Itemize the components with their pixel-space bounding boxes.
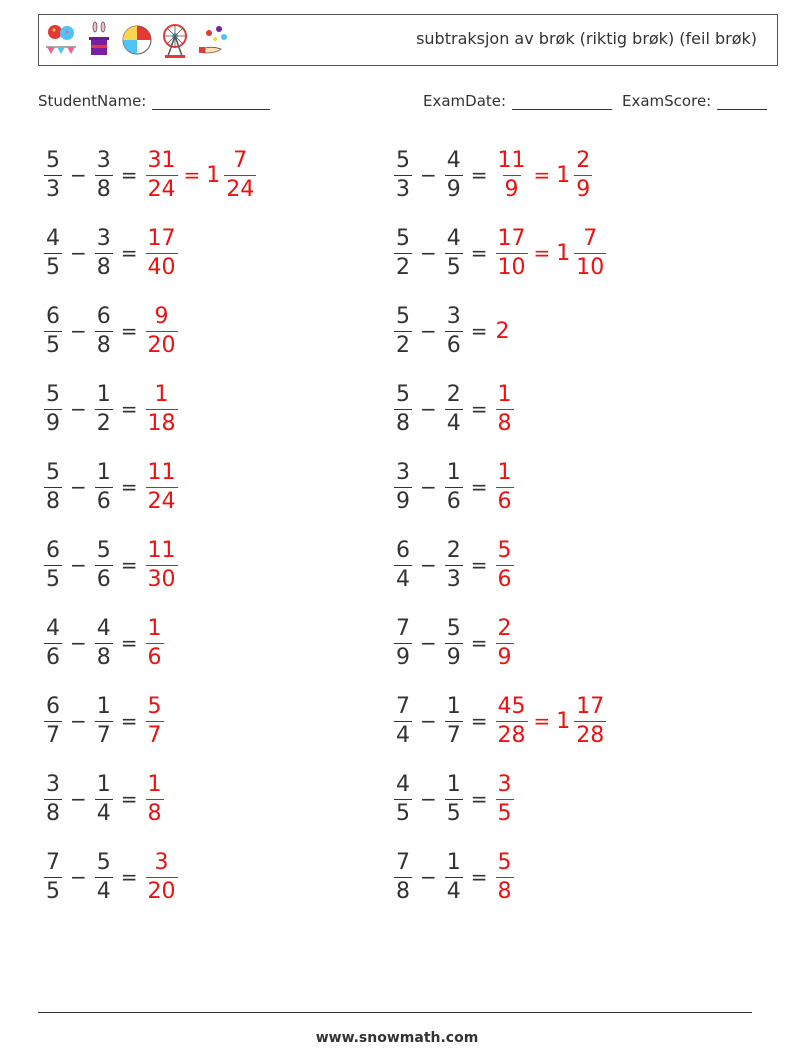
mixed-fraction	[574, 147, 592, 202]
subtrahend-fraction-numerator: 3	[96, 225, 111, 251]
answer	[496, 615, 514, 670]
problem-item	[44, 608, 164, 678]
problem-item	[394, 530, 514, 600]
minuend-fraction	[394, 225, 412, 280]
minus-sign: −	[420, 553, 437, 577]
answer	[146, 303, 178, 358]
minuend-fraction-numerator: 3	[46, 771, 60, 797]
subtrahend-fraction-denominator: 3	[446, 566, 461, 592]
answer-fraction-numerator: 5	[497, 537, 512, 563]
minuend-fraction-numerator: 5	[396, 303, 410, 329]
minuend-fraction-denominator: 5	[46, 566, 60, 592]
minuend-fraction-numerator: 6	[46, 693, 60, 719]
minus-sign: −	[70, 553, 87, 577]
answer	[146, 147, 257, 202]
subtrahend-fraction-denominator: 8	[96, 332, 111, 358]
answer	[146, 615, 164, 670]
mixed-fraction-numerator: 7	[583, 225, 598, 251]
minuend-fraction	[44, 615, 62, 670]
problem-item	[44, 686, 164, 756]
equals-sign: =	[470, 787, 488, 811]
problem-item	[44, 452, 178, 522]
minus-sign: −	[70, 397, 87, 421]
minuend-fraction-numerator: 7	[396, 693, 410, 719]
subtrahend-fraction-numerator: 4	[446, 225, 461, 251]
minuend-fraction	[394, 693, 412, 748]
subtrahend-fraction-denominator: 4	[446, 410, 461, 436]
subtrahend-fraction	[95, 771, 113, 826]
minuend-fraction-numerator: 4	[396, 771, 410, 797]
answer	[496, 319, 510, 344]
minuend-fraction	[394, 381, 412, 436]
minuend-fraction-denominator: 2	[396, 254, 410, 280]
minus-sign: −	[420, 241, 437, 265]
minuend-fraction-denominator: 8	[46, 800, 60, 826]
subtrahend-fraction-denominator: 8	[96, 644, 111, 670]
subtrahend-fraction-denominator: 6	[446, 488, 461, 514]
answer	[496, 693, 607, 748]
subtrahend-fraction-numerator: 6	[96, 303, 111, 329]
answer	[146, 381, 178, 436]
equals-sign: =	[470, 709, 488, 733]
juggling-hand-icon	[197, 21, 229, 59]
equals-sign: =	[470, 163, 488, 187]
subtrahend-fraction-numerator: 1	[96, 381, 111, 407]
answer-whole: 2	[495, 318, 510, 344]
minuend-fraction-numerator: 5	[396, 381, 410, 407]
subtrahend-fraction-denominator: 8	[96, 176, 111, 202]
equals-sign: =	[120, 397, 138, 421]
minus-sign: −	[420, 865, 437, 889]
problem-item	[44, 842, 178, 912]
answer	[146, 771, 164, 826]
subtrahend-fraction-denominator: 7	[96, 722, 111, 748]
mixed-whole: 1	[556, 240, 571, 266]
answer-fraction-denominator: 8	[147, 800, 162, 826]
answer	[146, 459, 178, 514]
minuend-fraction-denominator: 8	[46, 488, 60, 514]
answer-fraction-numerator: 1	[147, 615, 162, 641]
minuend-fraction-denominator: 3	[46, 176, 60, 202]
mixed-fraction	[574, 693, 606, 748]
equals-sign: =	[120, 865, 138, 889]
subtrahend-fraction-numerator: 5	[96, 537, 111, 563]
equals-sign: =	[470, 553, 488, 577]
header-icons	[45, 21, 229, 59]
answer	[496, 849, 514, 904]
minuend-fraction-numerator: 4	[46, 225, 60, 251]
worksheet-header	[38, 14, 778, 66]
minuend-fraction	[44, 225, 62, 280]
answer-fraction-denominator: 9	[504, 176, 519, 202]
subtrahend-fraction-numerator: 1	[446, 771, 461, 797]
answer-fraction-denominator: 24	[147, 176, 176, 202]
problem-item	[44, 296, 178, 366]
minuend-fraction-numerator: 4	[46, 615, 60, 641]
subtrahend-fraction-numerator: 5	[446, 615, 461, 641]
subtrahend-fraction-numerator: 1	[446, 459, 461, 485]
equals-sign: =	[120, 709, 138, 733]
subtrahend-fraction	[95, 537, 113, 592]
equals-sign: =	[120, 319, 138, 343]
answer-fraction-denominator: 8	[497, 410, 512, 436]
subtrahend-fraction	[445, 537, 463, 592]
footer-url: www.snowmath.com	[315, 1030, 479, 1046]
minuend-fraction-denominator: 4	[396, 722, 410, 748]
student-name-field	[38, 92, 270, 110]
answer-fraction	[146, 849, 178, 904]
minus-sign: −	[70, 787, 87, 811]
minuend-fraction	[44, 381, 62, 436]
answer	[146, 693, 164, 748]
answer-fraction	[146, 225, 178, 280]
answer-fraction-numerator: 17	[497, 225, 526, 251]
minus-sign: −	[420, 319, 437, 343]
problem-item	[394, 452, 514, 522]
equals-sign: =	[470, 865, 488, 889]
answer-fraction-numerator: 17	[147, 225, 176, 251]
answer	[496, 381, 514, 436]
answer-fraction-numerator: 11	[147, 537, 176, 563]
minuend-fraction-numerator: 5	[46, 381, 60, 407]
answer-fraction-denominator: 30	[147, 566, 176, 592]
minuend-fraction-denominator: 7	[46, 722, 60, 748]
student-name-label: StudentName:	[38, 92, 147, 110]
footer-divider	[38, 1012, 752, 1013]
exam-date-field	[423, 92, 612, 110]
problem-item	[44, 218, 178, 288]
subtrahend-fraction	[445, 147, 463, 202]
minuend-fraction	[394, 615, 412, 670]
minus-sign: −	[420, 709, 437, 733]
mixed-fraction-denominator: 9	[576, 176, 591, 202]
minuend-fraction-numerator: 6	[46, 537, 60, 563]
minus-sign: −	[420, 475, 437, 499]
equals-sign: =	[120, 553, 138, 577]
answer	[146, 849, 178, 904]
answer-fraction-denominator: 6	[497, 488, 512, 514]
minuend-fraction	[394, 537, 412, 592]
subtrahend-fraction-denominator: 6	[96, 488, 111, 514]
subtrahend-fraction-numerator: 4	[96, 615, 111, 641]
minuend-fraction-numerator: 5	[396, 225, 410, 251]
answer-fraction	[146, 693, 164, 748]
subtrahend-fraction	[445, 459, 463, 514]
magic-hat-rabbit-icon	[83, 21, 115, 59]
subtrahend-fraction-numerator: 3	[96, 147, 111, 173]
minuend-fraction	[44, 849, 62, 904]
answer-fraction-denominator: 6	[497, 566, 512, 592]
answer-fraction-denominator: 9	[497, 644, 512, 670]
mixed-fraction-numerator: 17	[576, 693, 605, 719]
problem-item	[394, 686, 606, 756]
minus-sign: −	[70, 475, 87, 499]
answer-fraction	[146, 147, 178, 202]
minuend-fraction-denominator: 2	[396, 332, 410, 358]
answer-fraction-denominator: 28	[497, 722, 526, 748]
subtrahend-fraction	[95, 147, 113, 202]
answer-fraction-denominator: 6	[147, 644, 162, 670]
minuend-fraction-denominator: 4	[396, 566, 410, 592]
subtrahend-fraction-denominator: 8	[96, 254, 111, 280]
minus-sign: −	[70, 709, 87, 733]
equals-sign: =	[120, 787, 138, 811]
exam-score-blank[interactable]	[717, 93, 767, 110]
answer-fraction-numerator: 5	[497, 849, 512, 875]
answer-equals-sign: =	[533, 163, 551, 187]
student-name-blank[interactable]	[152, 93, 270, 110]
subtrahend-fraction	[445, 771, 463, 826]
minus-sign: −	[70, 163, 87, 187]
subtrahend-fraction	[445, 381, 463, 436]
equals-sign: =	[120, 163, 138, 187]
minuend-fraction-denominator: 5	[396, 800, 410, 826]
answer	[496, 147, 593, 202]
answer-fraction	[146, 771, 164, 826]
answer-fraction-denominator: 20	[147, 332, 176, 358]
subtrahend-fraction-denominator: 9	[446, 644, 461, 670]
answer-fraction-denominator: 20	[147, 878, 176, 904]
subtrahend-fraction	[445, 693, 463, 748]
minuend-fraction	[44, 537, 62, 592]
answer-fraction	[146, 303, 178, 358]
answer-fraction-numerator: 3	[497, 771, 512, 797]
answer-fraction	[146, 537, 178, 592]
problem-item	[394, 140, 592, 210]
exam-score-label: ExamScore:	[622, 92, 712, 110]
answer-fraction-numerator: 1	[147, 771, 162, 797]
equals-sign: =	[120, 475, 138, 499]
balloons-icon	[45, 21, 77, 59]
equals-sign: =	[120, 241, 138, 265]
mixed-fraction-denominator: 10	[576, 254, 605, 280]
minuend-fraction	[44, 693, 62, 748]
minus-sign: −	[420, 397, 437, 421]
minus-sign: −	[420, 787, 437, 811]
answer-fraction-denominator: 18	[147, 410, 176, 436]
problem-item	[44, 374, 178, 444]
equals-sign: =	[470, 319, 488, 343]
answer-fraction-denominator: 10	[497, 254, 526, 280]
subtrahend-fraction-denominator: 4	[96, 878, 111, 904]
answer	[146, 225, 178, 280]
answer-fraction	[496, 615, 514, 670]
minuend-fraction-numerator: 6	[46, 303, 60, 329]
minuend-fraction	[44, 771, 62, 826]
mixed-fraction-numerator: 2	[576, 147, 591, 173]
minuend-fraction-denominator: 9	[396, 644, 410, 670]
subtrahend-fraction	[445, 615, 463, 670]
subtrahend-fraction	[95, 225, 113, 280]
minus-sign: −	[70, 865, 87, 889]
subtrahend-fraction	[95, 693, 113, 748]
minus-sign: −	[70, 241, 87, 265]
answer-fraction	[146, 459, 178, 514]
mixed-whole: 1	[556, 708, 571, 734]
minuend-fraction	[394, 771, 412, 826]
minuend-fraction	[44, 147, 62, 202]
answer-fraction	[496, 771, 514, 826]
minuend-fraction-numerator: 5	[396, 147, 410, 173]
answer-fraction-denominator: 5	[497, 800, 512, 826]
answer-fraction-numerator: 11	[497, 147, 526, 173]
mixed-fraction-denominator: 28	[576, 722, 605, 748]
problem-item	[394, 296, 510, 366]
answer-fraction-numerator: 11	[147, 459, 176, 485]
equals-sign: =	[470, 397, 488, 421]
problem-item	[394, 608, 514, 678]
subtrahend-fraction	[95, 381, 113, 436]
minuend-fraction-numerator: 7	[396, 615, 410, 641]
subtrahend-fraction	[445, 225, 463, 280]
answer	[496, 459, 514, 514]
answer-fraction-numerator: 1	[497, 459, 512, 485]
subtrahend-fraction-numerator: 1	[96, 693, 111, 719]
minuend-fraction	[44, 303, 62, 358]
answer-equals-sign: =	[183, 163, 201, 187]
answer-fraction-denominator: 24	[147, 488, 176, 514]
mixed-fraction-denominator: 24	[226, 176, 255, 202]
subtrahend-fraction-numerator: 3	[446, 303, 461, 329]
equals-sign: =	[470, 241, 488, 265]
minuend-fraction-numerator: 3	[396, 459, 410, 485]
subtrahend-fraction-denominator: 2	[96, 410, 111, 436]
subtrahend-fraction-denominator: 4	[96, 800, 111, 826]
subtrahend-fraction-numerator: 1	[446, 693, 461, 719]
minuend-fraction-numerator: 7	[396, 849, 410, 875]
minuend-fraction-denominator: 8	[396, 410, 410, 436]
answer-fraction	[496, 381, 514, 436]
minuend-fraction-denominator: 3	[396, 176, 410, 202]
answer-fraction	[496, 849, 514, 904]
mixed-whole: 1	[206, 162, 221, 188]
beach-ball-icon	[121, 21, 153, 59]
minus-sign: −	[70, 631, 87, 655]
minus-sign: −	[420, 631, 437, 655]
subtrahend-fraction-numerator: 1	[96, 459, 111, 485]
answer-equals-sign: =	[533, 241, 551, 265]
problem-item	[394, 218, 606, 288]
subtrahend-fraction	[95, 459, 113, 514]
equals-sign: =	[470, 631, 488, 655]
problem-item	[44, 530, 178, 600]
answer-fraction	[496, 693, 528, 748]
answer-fraction-numerator: 1	[154, 381, 169, 407]
minuend-fraction-numerator: 6	[396, 537, 410, 563]
answer-fraction	[496, 225, 528, 280]
subtrahend-fraction-denominator: 5	[446, 254, 461, 280]
minuend-fraction-numerator: 5	[46, 459, 60, 485]
subtrahend-fraction-numerator: 5	[96, 849, 111, 875]
subtrahend-fraction-denominator: 9	[446, 176, 461, 202]
subtrahend-fraction-denominator: 7	[446, 722, 461, 748]
subtrahend-fraction	[445, 303, 463, 358]
problem-item	[394, 374, 514, 444]
subtrahend-fraction	[445, 849, 463, 904]
minuend-fraction-numerator: 5	[46, 147, 60, 173]
subtrahend-fraction-numerator: 4	[446, 147, 461, 173]
subtrahend-fraction-denominator: 6	[96, 566, 111, 592]
minuend-fraction	[394, 303, 412, 358]
minuend-fraction-denominator: 9	[396, 488, 410, 514]
problem-item	[44, 764, 164, 834]
answer-fraction	[496, 537, 514, 592]
answer-fraction	[496, 147, 528, 202]
answer-fraction-numerator: 45	[497, 693, 526, 719]
subtrahend-fraction-numerator: 1	[446, 849, 461, 875]
subtrahend-fraction-denominator: 6	[446, 332, 461, 358]
answer-equals-sign: =	[533, 709, 551, 733]
answer	[496, 225, 607, 280]
minus-sign: −	[70, 319, 87, 343]
answer-fraction-numerator: 31	[147, 147, 176, 173]
answer	[146, 537, 178, 592]
exam-date-label: ExamDate:	[423, 92, 507, 110]
answer-fraction-numerator: 5	[147, 693, 162, 719]
minuend-fraction-denominator: 9	[46, 410, 60, 436]
answer-fraction-numerator: 2	[497, 615, 512, 641]
subtrahend-fraction-numerator: 1	[96, 771, 111, 797]
mixed-fraction	[574, 225, 606, 280]
answer	[496, 537, 514, 592]
mixed-fraction-numerator: 7	[233, 147, 248, 173]
minuend-fraction-denominator: 8	[396, 878, 410, 904]
minuend-fraction-denominator: 5	[46, 254, 60, 280]
exam-score-field	[622, 92, 767, 110]
answer-fraction-numerator: 3	[154, 849, 169, 875]
answer-fraction	[496, 459, 514, 514]
mixed-whole: 1	[556, 162, 571, 188]
answer-fraction-denominator: 8	[497, 878, 512, 904]
answer-fraction-numerator: 1	[497, 381, 512, 407]
minuend-fraction-numerator: 7	[46, 849, 60, 875]
subtrahend-fraction	[95, 849, 113, 904]
equals-sign: =	[120, 631, 138, 655]
subtrahend-fraction-denominator: 4	[446, 878, 461, 904]
problem-item	[394, 842, 514, 912]
answer-fraction-numerator: 9	[154, 303, 169, 329]
subtrahend-fraction-numerator: 2	[446, 537, 461, 563]
minuend-fraction-denominator: 6	[46, 644, 60, 670]
minuend-fraction	[394, 147, 412, 202]
exam-date-blank[interactable]	[512, 93, 612, 110]
minuend-fraction	[44, 459, 62, 514]
answer-fraction-denominator: 40	[147, 254, 176, 280]
answer-fraction-denominator: 7	[147, 722, 162, 748]
subtrahend-fraction	[95, 303, 113, 358]
worksheet-title: subtraksjon av brøk (riktig brøk) (feil brøk)	[416, 29, 757, 48]
minuend-fraction	[394, 849, 412, 904]
minus-sign: −	[420, 163, 437, 187]
subtrahend-fraction-denominator: 5	[446, 800, 461, 826]
answer-fraction	[146, 615, 164, 670]
problem-item	[394, 764, 514, 834]
mixed-fraction	[224, 147, 256, 202]
minuend-fraction-denominator: 5	[46, 332, 60, 358]
answer-fraction	[146, 381, 178, 436]
answer	[496, 771, 514, 826]
equals-sign: =	[470, 475, 488, 499]
minuend-fraction-denominator: 5	[46, 878, 60, 904]
subtrahend-fraction	[95, 615, 113, 670]
problem-item	[44, 140, 256, 210]
subtrahend-fraction-numerator: 2	[446, 381, 461, 407]
minuend-fraction	[394, 459, 412, 514]
ferris-wheel-icon	[159, 21, 191, 59]
